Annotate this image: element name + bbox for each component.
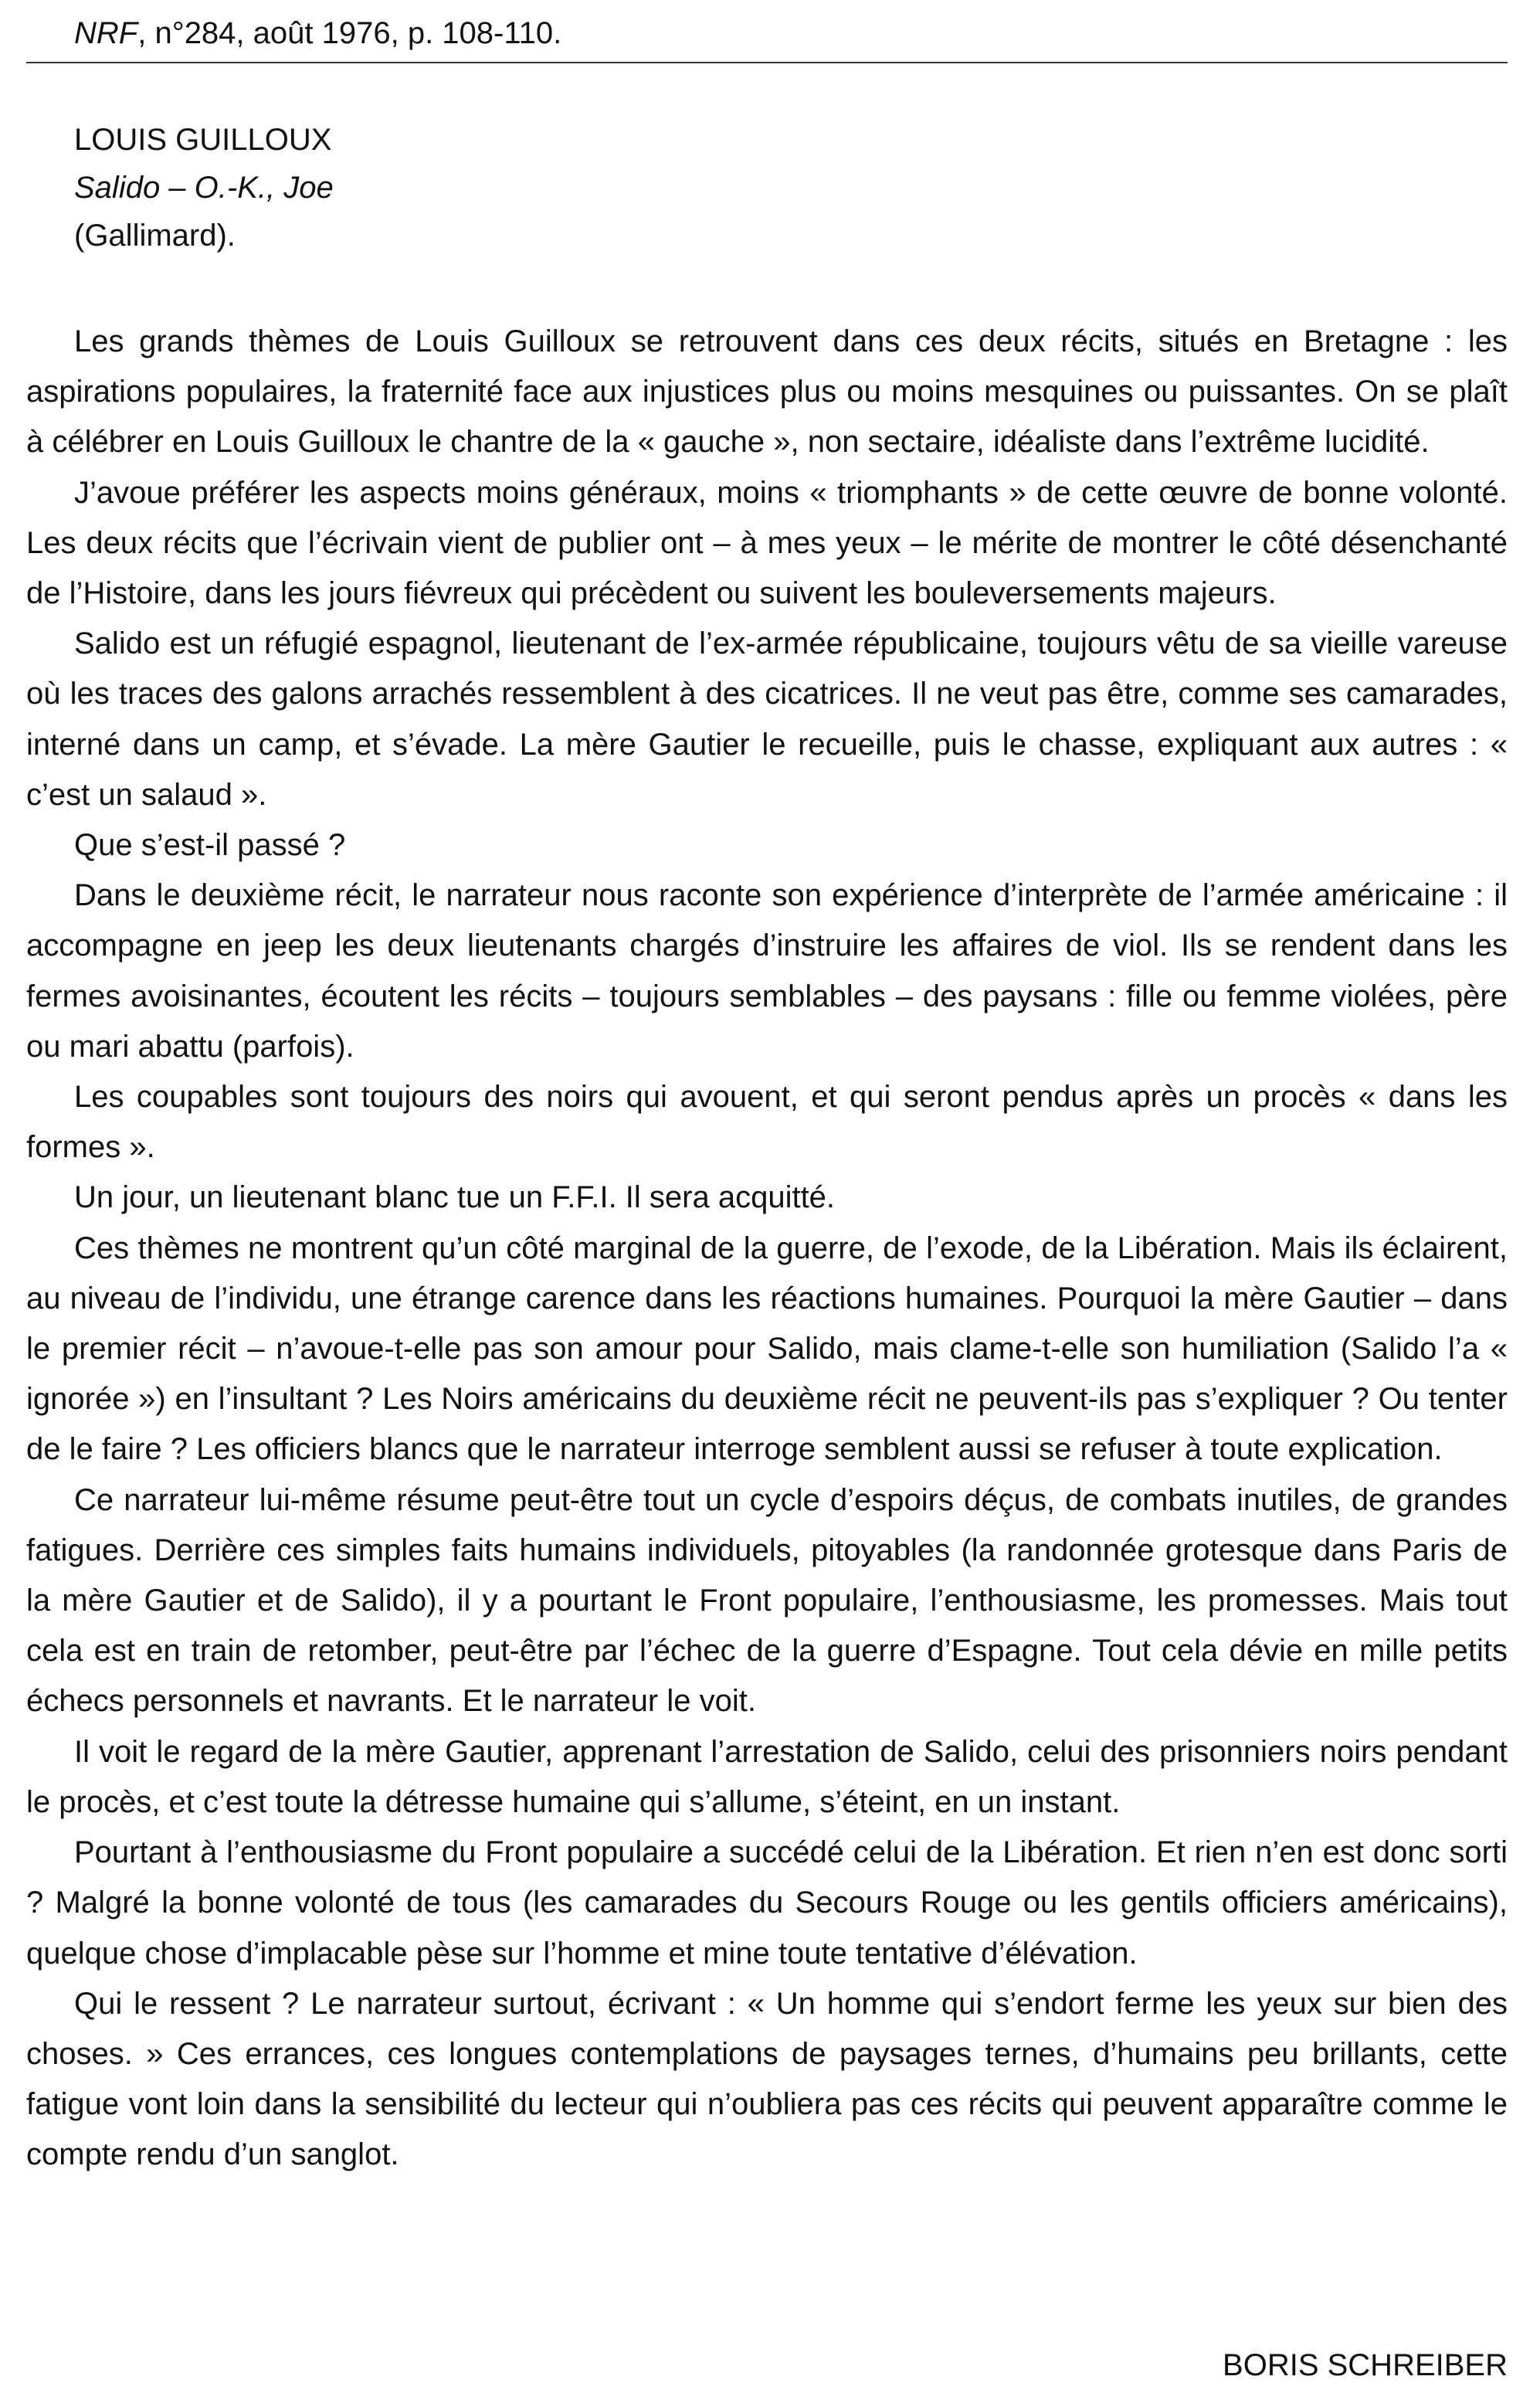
citation-details: , n°284, août 1976, p. 108-110. (137, 16, 562, 50)
paragraph: Qui le ressent ? Le narrateur surtout, écrivant : « Un homme qui s’endort ferme les yeux sur bien des choses. » Ces errances, ces longues contemplations de paysages ternes, d’humains peu brillants, cette fatigue vont loin dans la sensibilité du lecteur qui n’oubliera pas ces récits qui peuvent apparaître comme le compte rendu d’un sanglot. (26, 1986, 1508, 2172)
paragraph: Pourtant à l’enthousiasme du Front populaire a succédé celui de la Libération. Et rien n’en est donc sorti ? Malgré la bonne volonté de tous (les camarades du Secours Rouge ou les gentils officiers américains), quelque chose d’implacable pèse sur l’homme et mine toute tentative d’élévation. (26, 1835, 1508, 1971)
paragraph: Les grands thèmes de Louis Guilloux se retrouvent dans ces deux récits, situés en Bretagne : les aspirations populaires, la fraternité face aux injustices plus ou moins mesquines ou puissantes. On se plaît à célébrer en Louis Guilloux le chantre de la « gauche », non sectaire, idéaliste dans l’extrême lucidité. (26, 324, 1508, 460)
paragraph: Dans le deuxième récit, le narrateur nous raconte son expérience d’interprète de l’armée américaine : il accompagne en jeep les deux lieutenants chargés d’instruire les affaires de viol. Ils se rendent dans les fermes avoisinantes, écoutent les récits – toujours semblables – des paysans : fille ou femme violées, père ou mari abattu (parfois). (26, 878, 1508, 1064)
journal-name: NRF (74, 16, 138, 50)
book-author: LOUIS GUILLOUX (74, 123, 332, 157)
citation-header (74, 14, 561, 53)
paragraph: Salido est un réfugié espagnol, lieutenant de l’ex-armée républicaine, toujours vêtu de sa vieille vareuse où les traces des galons arrachés ressemblent à des cicatrices. Il ne veut pas être, comme ses camarades, interné dans un camp, et s’évade. La mère Gautier le recueille, puis le chasse, expliquant aux autres : « c’est un salaud ». (26, 626, 1508, 812)
paragraph: J’avoue préférer les aspects moins généraux, moins « triomphants » de cette œuvre de bonne volonté. Les deux récits que l’écrivain vient de publier ont – à mes yeux – le mérite de montrer le côté désenchanté de l’Histoire, dans les jours fiévreux qui précèdent ou suivent les bouleversements majeurs. (26, 475, 1508, 611)
book-info (74, 116, 334, 260)
paragraph: Les coupables sont toujours des noirs qui avouent, et qui seront pendus après un procès « dans les formes ». (26, 1080, 1508, 1165)
book-titles: Salido – O.-K., Joe (74, 171, 334, 205)
article-body (26, 317, 1508, 2181)
book-publisher: (Gallimard). (74, 219, 236, 253)
paragraph: Que s’est-il passé ? (74, 828, 346, 863)
paragraph: Ce narrateur lui-même résume peut-être tout un cycle d’espoirs déçus, de combats inutiles, de grandes fatigues. Derrière ces simples faits humains individuels, pitoyables (la randonnée grotesque dans Paris de la mère Gautier et de Salido), il y a pourtant le Front populaire, l’enthousiasme, les promesses. Mais tout cela est en train de retomber, peut-être par l’échec de la guerre d’Espagne. Tout cela dévie en mille petits échecs personnels et navrants. Et le narrateur le voit. (26, 1482, 1508, 1719)
header-divider (26, 62, 1508, 63)
paragraph: Ces thèmes ne montrent qu’un côté marginal de la guerre, de l’exode, de la Libération. Mais ils éclairent, au niveau de l’individu, une étrange carence dans les réactions humaines. Pourquoi la mère Gautier – dans le premier récit – n’avoue-t-elle pas son amour pour Salido, mais clame-t-elle son humiliation (Salido l’a « ignorée ») en l’insultant ? Les Noirs américains du deuxième récit ne peuvent-ils pas s’expliquer ? Ou tenter de le faire ? Les officiers blancs que le narrateur interroge semblent aussi se refuser à toute explication. (26, 1231, 1508, 1467)
paragraph: Un jour, un lieutenant blanc tue un F.F.I. Il sera acquitté. (74, 1180, 836, 1215)
author-signature: BORIS SCHREIBER (1223, 2348, 1508, 2382)
paragraph: Il voit le regard de la mère Gautier, apprenant l’arrestation de Salido, celui des prisonniers noirs pendant le procès, et c’est toute la détresse humaine qui s’allume, s’éteint, en un instant. (26, 1734, 1508, 1819)
